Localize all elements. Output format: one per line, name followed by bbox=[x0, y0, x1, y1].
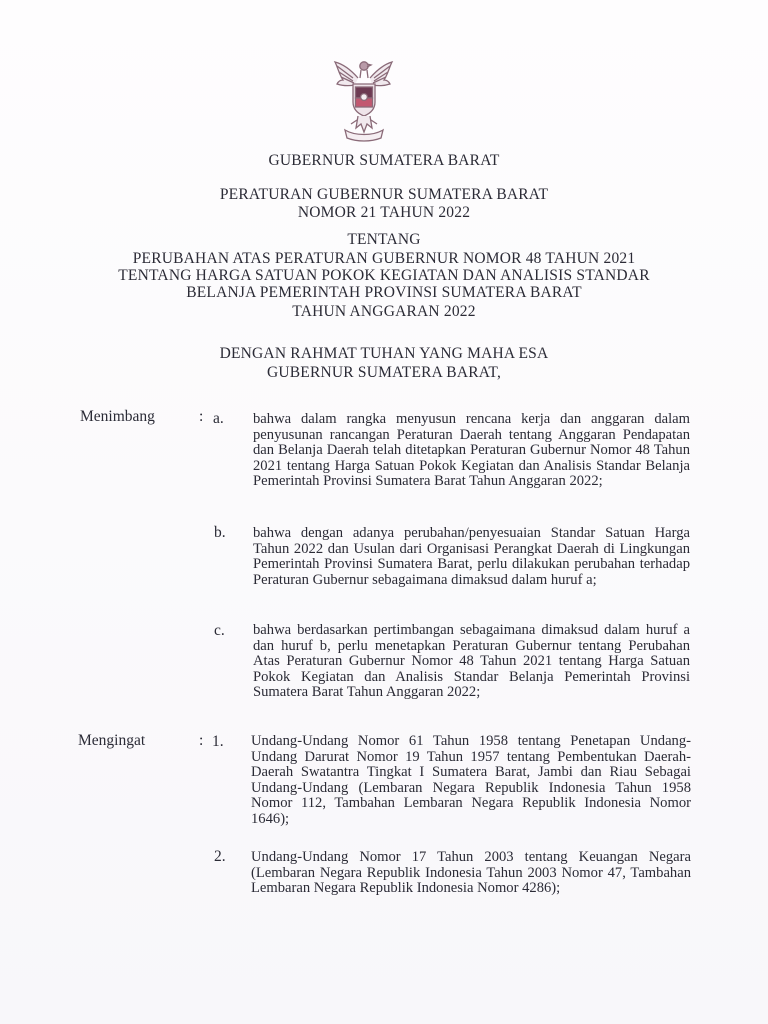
menimbang-item-b: bahwa dengan adanya perubahan/penyesuaian Standar Satuan Harga Tahun 2022 dan Usulan dari Organisasi Perangkat Daerah di Lingkungan Pemerintah Provinsi Sumatera Barat, perlu dilakukan perubahan terhadap Peraturan Gubernur sebagaimana dimaksud dalam huruf a; bbox=[253, 525, 690, 588]
mengingat-label: Mengingat bbox=[78, 732, 146, 749]
menimbang-label: Menimbang bbox=[80, 408, 155, 425]
menimbang-colon: : bbox=[199, 408, 204, 425]
office-title: GUBERNUR SUMATERA BARAT bbox=[268, 152, 500, 169]
blessing-line-1: DENGAN RAHMAT TUHAN YANG MAHA ESA bbox=[219, 345, 549, 362]
menimbang-marker-c: c. bbox=[214, 622, 225, 639]
menimbang-item-a: bahwa dalam rangka menyusun rencana kerja dan anggaran dalam penyusunan rancangan Peraturan Daerah tentang Anggaran Pendapatan dan Belanja Daerah telah ditetapkan Peraturan Gubernur Nomor 48 Tahun 2021 tentang Harga Satuan Pokok Kegiatan dan Analisis Standar Belanja Pemerintah Provinsi Sumatera Barat Tahun Anggaran 2022; bbox=[253, 411, 690, 490]
blessing-line-2: GUBERNUR SUMATERA BARAT, bbox=[266, 364, 502, 381]
regulation-number: NOMOR 21 TAHUN 2022 bbox=[297, 204, 471, 221]
menimbang-marker-a: a. bbox=[213, 410, 224, 427]
subject-line-3: BELANJA PEMERINTAH PROVINSI SUMATERA BARAT bbox=[186, 284, 582, 301]
subject-line-4: TAHUN ANGGARAN 2022 bbox=[292, 303, 476, 320]
subject-line-2: TENTANG HARGA SATUAN POKOK KEGIATAN DAN ANALISIS STANDAR bbox=[118, 267, 650, 284]
garuda-emblem-icon bbox=[331, 54, 395, 144]
menimbang-item-c: bahwa berdasarkan pertimbangan sebagaimana dimaksud dalam huruf a dan huruf b, perlu menetapkan Peraturan Gubernur tentang Perubahan Atas Peraturan Gubernur Nomor 48 Tahun 2021 tentang Harga Satuan Pokok Kegiatan dan Analisis Standar Belanja Pemerintah Provinsi Sumatera Barat Tahun Anggaran 2022; bbox=[253, 622, 690, 701]
mengingat-item-1: Undang-Undang Nomor 61 Tahun 1958 tentang Penetapan Undang-Undang Darurat Nomor 19 Tahun 1957 tentang Pembentukan Daerah-Daerah Swatantra Tingkat I Sumatera Barat, Jambi dan Riau Sebagai Undang-Undang (Lembaran Negara Republik Indonesia Tahun 1958 Nomor 112, Tambahan Lembaran Negara Republik Indonesia Nomor 1646); bbox=[251, 733, 691, 827]
regulation-title: PERATURAN GUBERNUR SUMATERA BARAT bbox=[219, 186, 549, 203]
about-label: TENTANG bbox=[347, 231, 421, 248]
subject-line-1: PERUBAHAN ATAS PERATURAN GUBERNUR NOMOR 48 TAHUN 2021 bbox=[132, 250, 636, 267]
mengingat-item-2: Undang-Undang Nomor 17 Tahun 2003 tentang Keuangan Negara (Lembaran Negara Republik Indonesia Tahun 2003 Nomor 47, Tambahan Lembaran Negara Republik Indonesia Nomor 4286); bbox=[251, 849, 691, 897]
mengingat-colon: : bbox=[199, 732, 204, 749]
mengingat-marker-2: 2. bbox=[214, 848, 226, 865]
menimbang-marker-b: b. bbox=[214, 524, 226, 541]
mengingat-marker-1: 1. bbox=[212, 733, 224, 750]
